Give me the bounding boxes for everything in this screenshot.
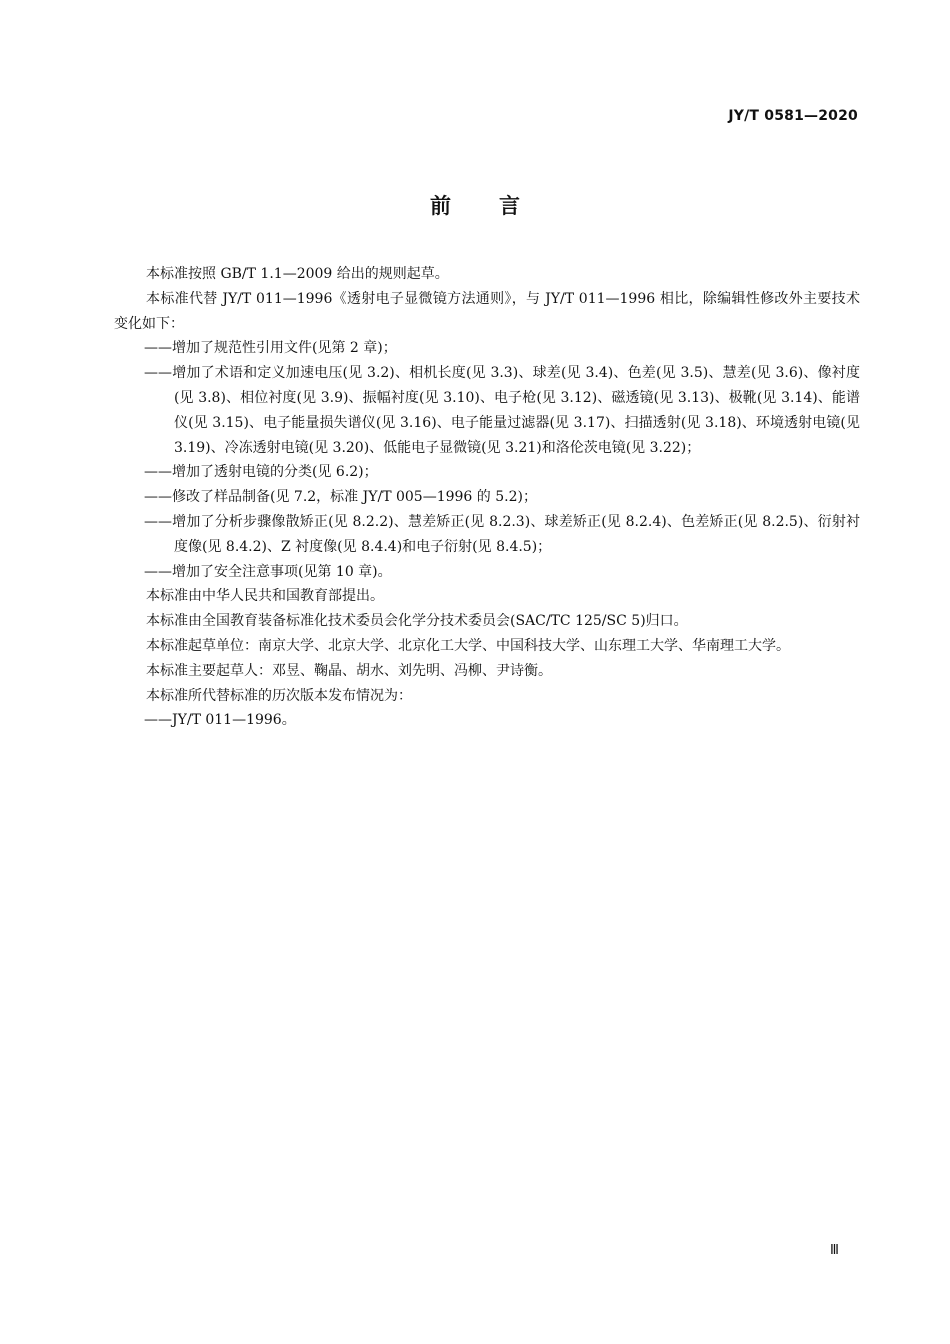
change-item: ——增加了安全注意事项(见第 10 章)。	[144, 563, 392, 580]
paragraph-drafting-rules: 本标准按照 GB/T 1.1—2009 给出的规则起草。	[146, 266, 449, 282]
change-item: ——增加了术语和定义加速电压(见 3.2)、相机长度(见 3.3)、球差(见 3.4)、色差(见 3.5)、慧差(见 3.6)、像衬度(见 3.8)、相位衬度(见 3.9)、振幅衬度(见 3.10)、电子枪(见 3.12)、磁透镜(见 3.13)、极靴(见 3.14)、能谱仪(见 3.15)、电子能量损失谱仪(见 3.16)、电子能量过滤器(见 3.17)、扫描透射(见 3.18)、环境透射电镜(见 3.19)、冷冻透射电镜(见 3.20)、低能电子显微镜(见 3.21)和洛伦茨电镜(见 3.22)；	[144, 365, 860, 456]
change-item: ——增加了透射电镜的分类(见 6.2)；	[144, 464, 378, 481]
page-title: 前言	[430, 194, 568, 218]
change-item: ——修改了样品制备(见 7.2，标准 JY/T 005—1996 的 5.2)；	[144, 489, 537, 506]
paragraph-replacement: 本标准代替 JY/T 011—1996《透射电子显微镜方法通则》，与 JY/T 011—1996 相比，除编辑性修改外主要技术变化如下：	[114, 290, 860, 332]
paragraph-history: 本标准所代替标准的历次版本发布情况为：	[146, 687, 412, 704]
standard-code: JY/T 0581—2020	[728, 108, 858, 124]
page-number: Ⅲ	[830, 1243, 839, 1258]
paragraph-drafting-units: 本标准起草单位：南京大学、北京大学、北京化工大学、中国科技大学、山东理工大学、华南理工大学。	[146, 637, 790, 654]
paragraph-proposer: 本标准由中华人民共和国教育部提出。	[146, 588, 384, 605]
history-item: ——JY/T 011—1996。	[144, 712, 296, 729]
change-item: ——增加了分析步骤像散矫正(见 8.2.2)、慧差矫正(见 8.2.3)、球差矫正(见 8.2.4)、色差矫正(见 8.2.5)、衍射衬度像(见 8.4.2)、Z 衬度像(见 8.4.4)和电子衍射(见 8.4.5)；	[144, 513, 860, 555]
change-item: ——增加了规范性引用文件(见第 2 章)；	[144, 340, 397, 357]
paragraph-drafters: 本标准主要起草人：邓昱、鞠晶、胡水、刘先明、冯柳、尹诗衡。	[146, 662, 552, 679]
paragraph-centralized: 本标准由全国教育装备标准化技术委员会化学分技术委员会(SAC/TC 125/SC 5)归口。	[146, 613, 688, 630]
foreword-body	[114, 262, 860, 733]
